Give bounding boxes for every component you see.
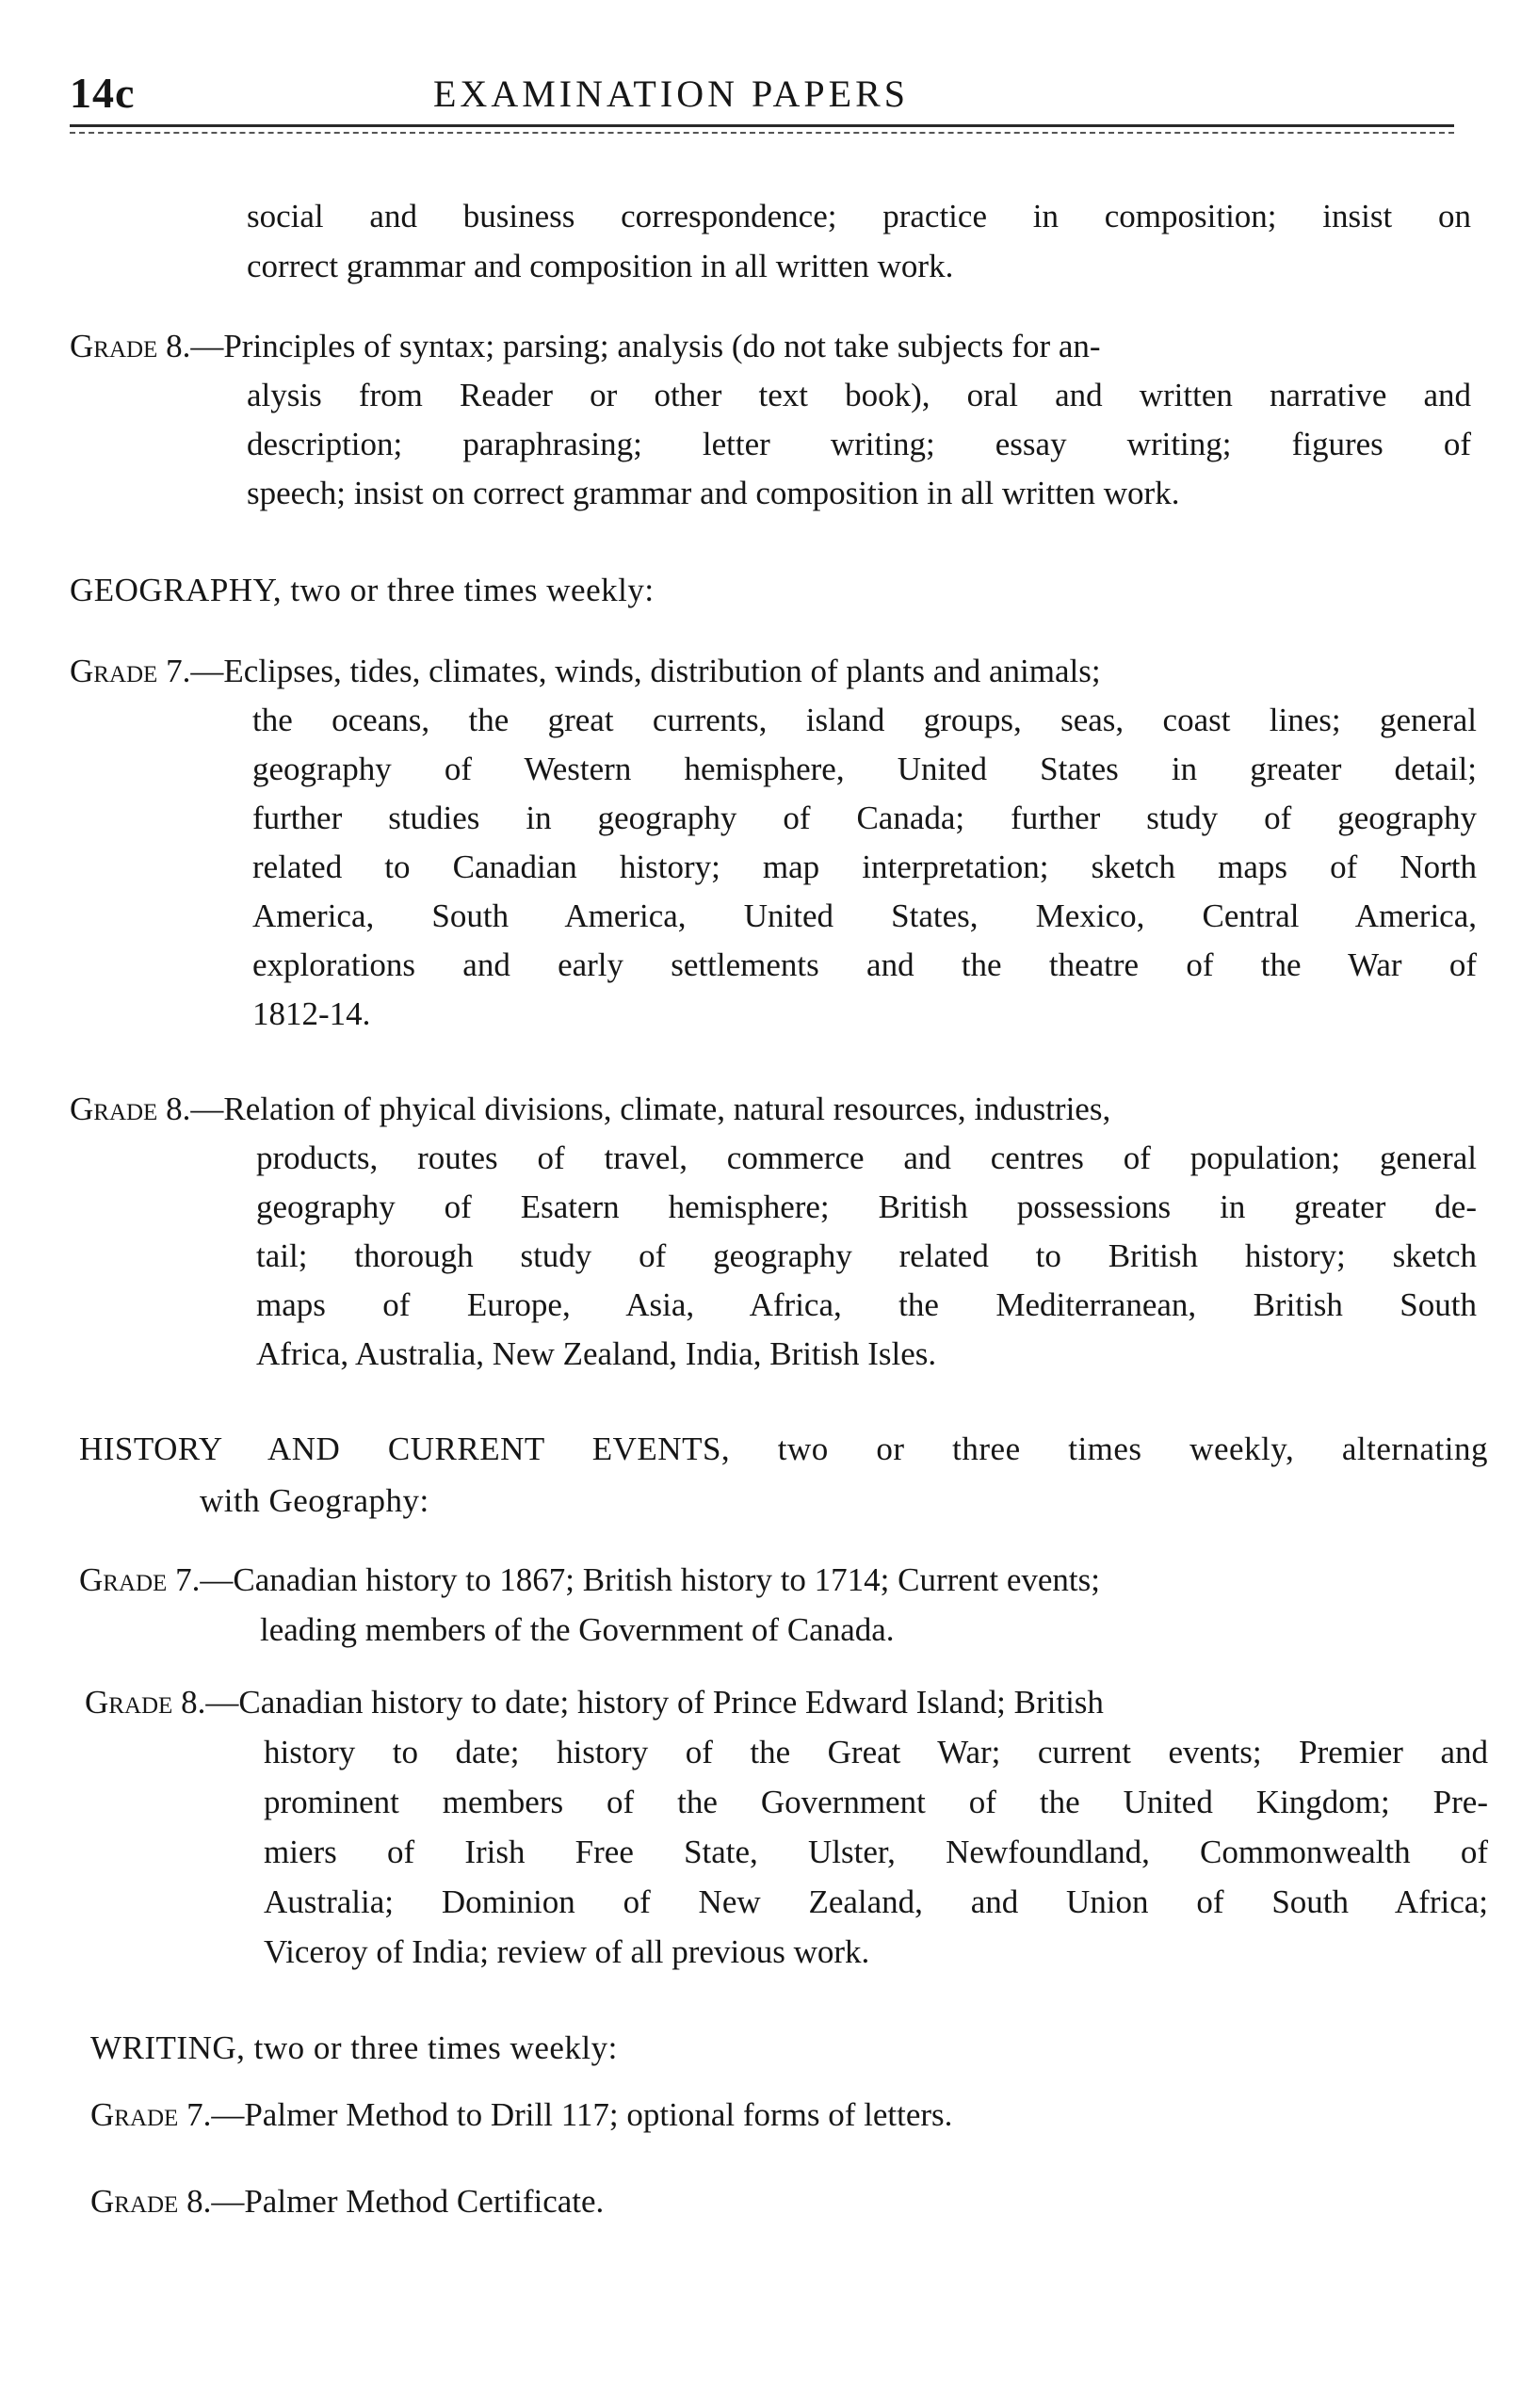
history-heading-continued: with Geography: bbox=[200, 1482, 429, 1519]
geography-grade7-line: 1812-14. bbox=[252, 995, 371, 1032]
geography-grade7-line: America, South America, United States, Mexico, Central America, bbox=[252, 897, 1477, 934]
geography-grade7-line: explorations and early settlements and the theatre of the War of bbox=[252, 946, 1477, 983]
geography-grade7-text: —Eclipses, tides, climates, winds, distribution of plants and animals; bbox=[190, 653, 1101, 689]
geography-grade8-line: tail; thorough study of geography related to British history; sketch bbox=[256, 1237, 1477, 1274]
history-grade7-first-line bbox=[79, 1563, 1100, 1596]
geography-grade8-line: products, routes of travel, commerce and centres of population; general bbox=[256, 1139, 1477, 1176]
grammar-grade8-line: description; paraphrasing; letter writing; essay writing; figures of bbox=[247, 426, 1471, 462]
history-grade7-text: —Canadian history to 1867; British history to 1714; Current events; bbox=[200, 1561, 1100, 1598]
history-grade8-line: Australia; Dominion of New Zealand, and Union of South Africa; bbox=[264, 1883, 1488, 1920]
grade-label: Grade 7. bbox=[90, 2096, 212, 2133]
history-grade8-line: miers of Irish Free State, Ulster, Newfoundland, Commonwealth of bbox=[264, 1834, 1488, 1870]
page-number: 14c bbox=[70, 69, 136, 117]
writing-grade8-line bbox=[90, 2185, 604, 2218]
geography-grade8-line: maps of Europe, Asia, Africa, the Mediterranean, British South bbox=[256, 1286, 1477, 1323]
geography-grade8-line: geography of Esatern hemisphere; British possessions in greater de- bbox=[256, 1188, 1477, 1225]
geography-grade8-text: —Relation of phyical divisions, climate, natural resources, industries, bbox=[190, 1091, 1111, 1127]
grade-label: Grade 8. bbox=[70, 328, 191, 364]
writing-grade7-line bbox=[90, 2098, 952, 2131]
geography-heading: GEOGRAPHY, two or three times weekly: bbox=[70, 572, 655, 608]
history-grade8-line: history to date; history of the Great War; current events; Premier and bbox=[264, 1734, 1488, 1770]
geography-grade7-line: geography of Western hemisphere, United States in greater detail; bbox=[252, 751, 1477, 787]
geography-grade8-line: Africa, Australia, New Zealand, India, British Isles. bbox=[256, 1335, 937, 1372]
running-title: EXAMINATION PAPERS bbox=[433, 73, 910, 115]
geography-grade7-first-line bbox=[70, 655, 1101, 687]
grammar-grade8-line: speech; insist on correct grammar and composition in all written work. bbox=[247, 475, 1180, 511]
header-rule-dashed bbox=[70, 132, 1454, 134]
writing-grade8-text: —Palmer Method Certificate. bbox=[211, 2183, 605, 2220]
grammar-continued-line: correct grammar and composition in all written work. bbox=[247, 248, 954, 284]
grade-label: Grade 7. bbox=[79, 1561, 201, 1598]
page-header bbox=[0, 0, 1521, 151]
geography-grade7-line: the oceans, the great currents, island groups, seas, coast lines; general bbox=[252, 702, 1477, 738]
header-rule bbox=[70, 124, 1454, 127]
history-heading: HISTORY AND CURRENT EVENTS, two or three times weekly, alternating bbox=[79, 1430, 1488, 1467]
grade-label: Grade 8. bbox=[85, 1684, 206, 1721]
history-grade8-line: prominent members of the Government of the United Kingdom; Pre- bbox=[264, 1784, 1488, 1820]
history-grade8-text: —Canadian history to date; history of Prince Edward Island; British bbox=[205, 1684, 1104, 1721]
geography-grade8-first-line bbox=[70, 1092, 1110, 1125]
grade-label: Grade 8. bbox=[70, 1091, 191, 1127]
grade-label: Grade 7. bbox=[70, 653, 191, 689]
history-grade7-line: leading members of the Government of Canada. bbox=[260, 1611, 895, 1648]
history-grade8-line: Viceroy of India; review of all previous work. bbox=[264, 1933, 870, 1970]
grammar-grade8-text: —Principles of syntax; parsing; analysis (do not take subjects for an- bbox=[190, 328, 1101, 364]
writing-grade7-text: —Palmer Method to Drill 117; optional forms of letters. bbox=[211, 2096, 953, 2133]
grammar-grade8-first-line bbox=[70, 330, 1101, 363]
grammar-continued-line: social and business correspondence; practice in composition; insist on bbox=[247, 198, 1471, 234]
grammar-grade8-line: alysis from Reader or other text book), oral and written narrative and bbox=[247, 377, 1471, 413]
history-grade8-first-line bbox=[85, 1686, 1104, 1719]
geography-grade7-line: further studies in geography of Canada; further study of geography bbox=[252, 800, 1477, 836]
geography-grade7-line: related to Canadian history; map interpretation; sketch maps of North bbox=[252, 848, 1477, 885]
grade-label: Grade 8. bbox=[90, 2183, 212, 2220]
writing-heading: WRITING, two or three times weekly: bbox=[90, 2029, 618, 2066]
